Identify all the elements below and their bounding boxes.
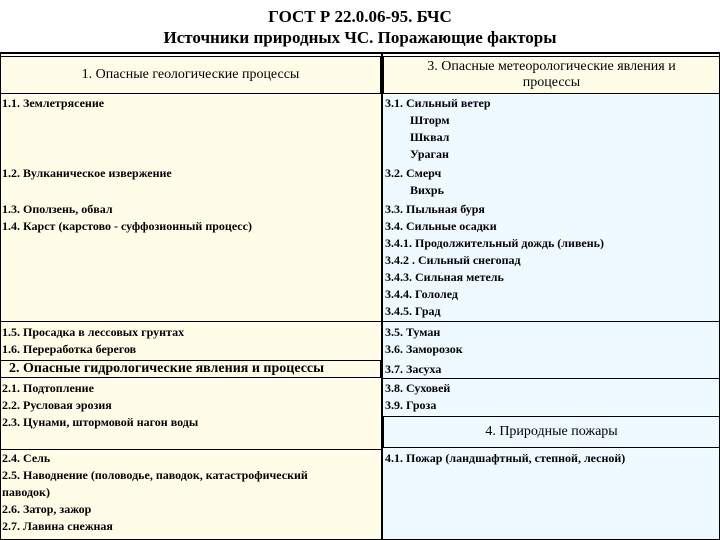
item-1-5: 1.5. Просадка в лессовых грунтах [2,325,185,339]
header-fires-label: 4. Природные пожары [485,424,618,439]
item-2-2: 2.2. Русловая эрозия [2,398,112,412]
title-line-2: Источники природных ЧС. Поражающие факторы [163,28,557,47]
item-3-4-5: 3.4.5. Град [385,304,441,318]
item-3-1: 3.1. Сильный ветер [385,96,491,110]
item-1-2: 1.2. Вулканическое извержение [2,166,172,180]
header-meteorological-line-1: 3. Опасные метеорологические явления и [427,59,676,74]
item-3-2: 3.2. Смерч [385,166,442,180]
header-geological-label: 1. Опасные геологические процессы [81,67,300,82]
header-meteorological-line-2: процессы [522,75,581,90]
item-3-2-vortex: Вихрь [410,183,444,197]
item-3-7: 3.7. Засуха [385,362,442,376]
item-3-9: 3.9. Гроза [385,398,437,412]
item-3-4-2: 3.4.2 . Сильный снегопад [385,253,521,267]
item-3-4: 3.4. Сильные осадки [385,219,497,233]
right-separator-1 [383,321,720,322]
header-hydrological [0,360,381,378]
item-1-1: 1.1. Землетрясение [2,96,105,110]
right-separator-2 [383,378,720,379]
item-2-3: 2.3. Цунами, штормовой нагон воды [2,415,199,429]
column-divider [381,54,383,540]
item-2-7: 2.7. Лавина снежная [2,519,113,533]
title-line-1: ГОСТ Р 22.0.06-95. БЧС [268,7,452,26]
item-2-1: 2.1. Подтопление [2,381,94,395]
item-2-5-cont: паводок) [2,485,50,499]
item-3-8: 3.8. Суховей [385,381,451,395]
item-2-6: 2.6. Затор, зажор [2,502,92,516]
item-1-3: 1.3. Оползень, обвал [2,202,113,216]
item-1-4: 1.4. Карст (карстово - суффозионный процесс) [2,219,252,233]
item-3-5: 3.5. Туман [385,325,441,339]
item-3-4-1: 3.4.1. Продолжительный дождь (ливень) [385,236,605,250]
header-meteorological [383,56,720,94]
left-border [0,54,1,540]
item-3-1-squall: Шквал [410,130,450,144]
page-title [0,0,720,54]
item-3-1-storm: Шторм [410,113,450,127]
left-separator-2 [0,449,381,450]
item-3-6: 3.6. Заморозок [385,342,463,356]
item-1-6: 1.6. Переработка берегов [2,342,137,356]
item-3-1-hurricane: Ураган [410,147,449,161]
item-4-1: 4.1. Пожар (ландшафтный, степной, лесной) [385,451,626,465]
header-fires [383,416,720,448]
item-3-4-4: 3.4.4. Гололед [385,287,458,301]
item-2-5: 2.5. Наводнение (половодье, паводок, катастрофический [2,468,308,482]
item-3-4-3: 3.4.3. Сильная метель [385,270,504,284]
left-separator-1 [0,321,381,322]
header-geological [0,56,381,94]
item-2-4: 2.4. Сель [2,451,51,465]
item-3-3: 3.3. Пыльная буря [385,202,485,216]
header-hydrological-label: 2. Опасные гидрологические явления и процессы [9,361,325,376]
